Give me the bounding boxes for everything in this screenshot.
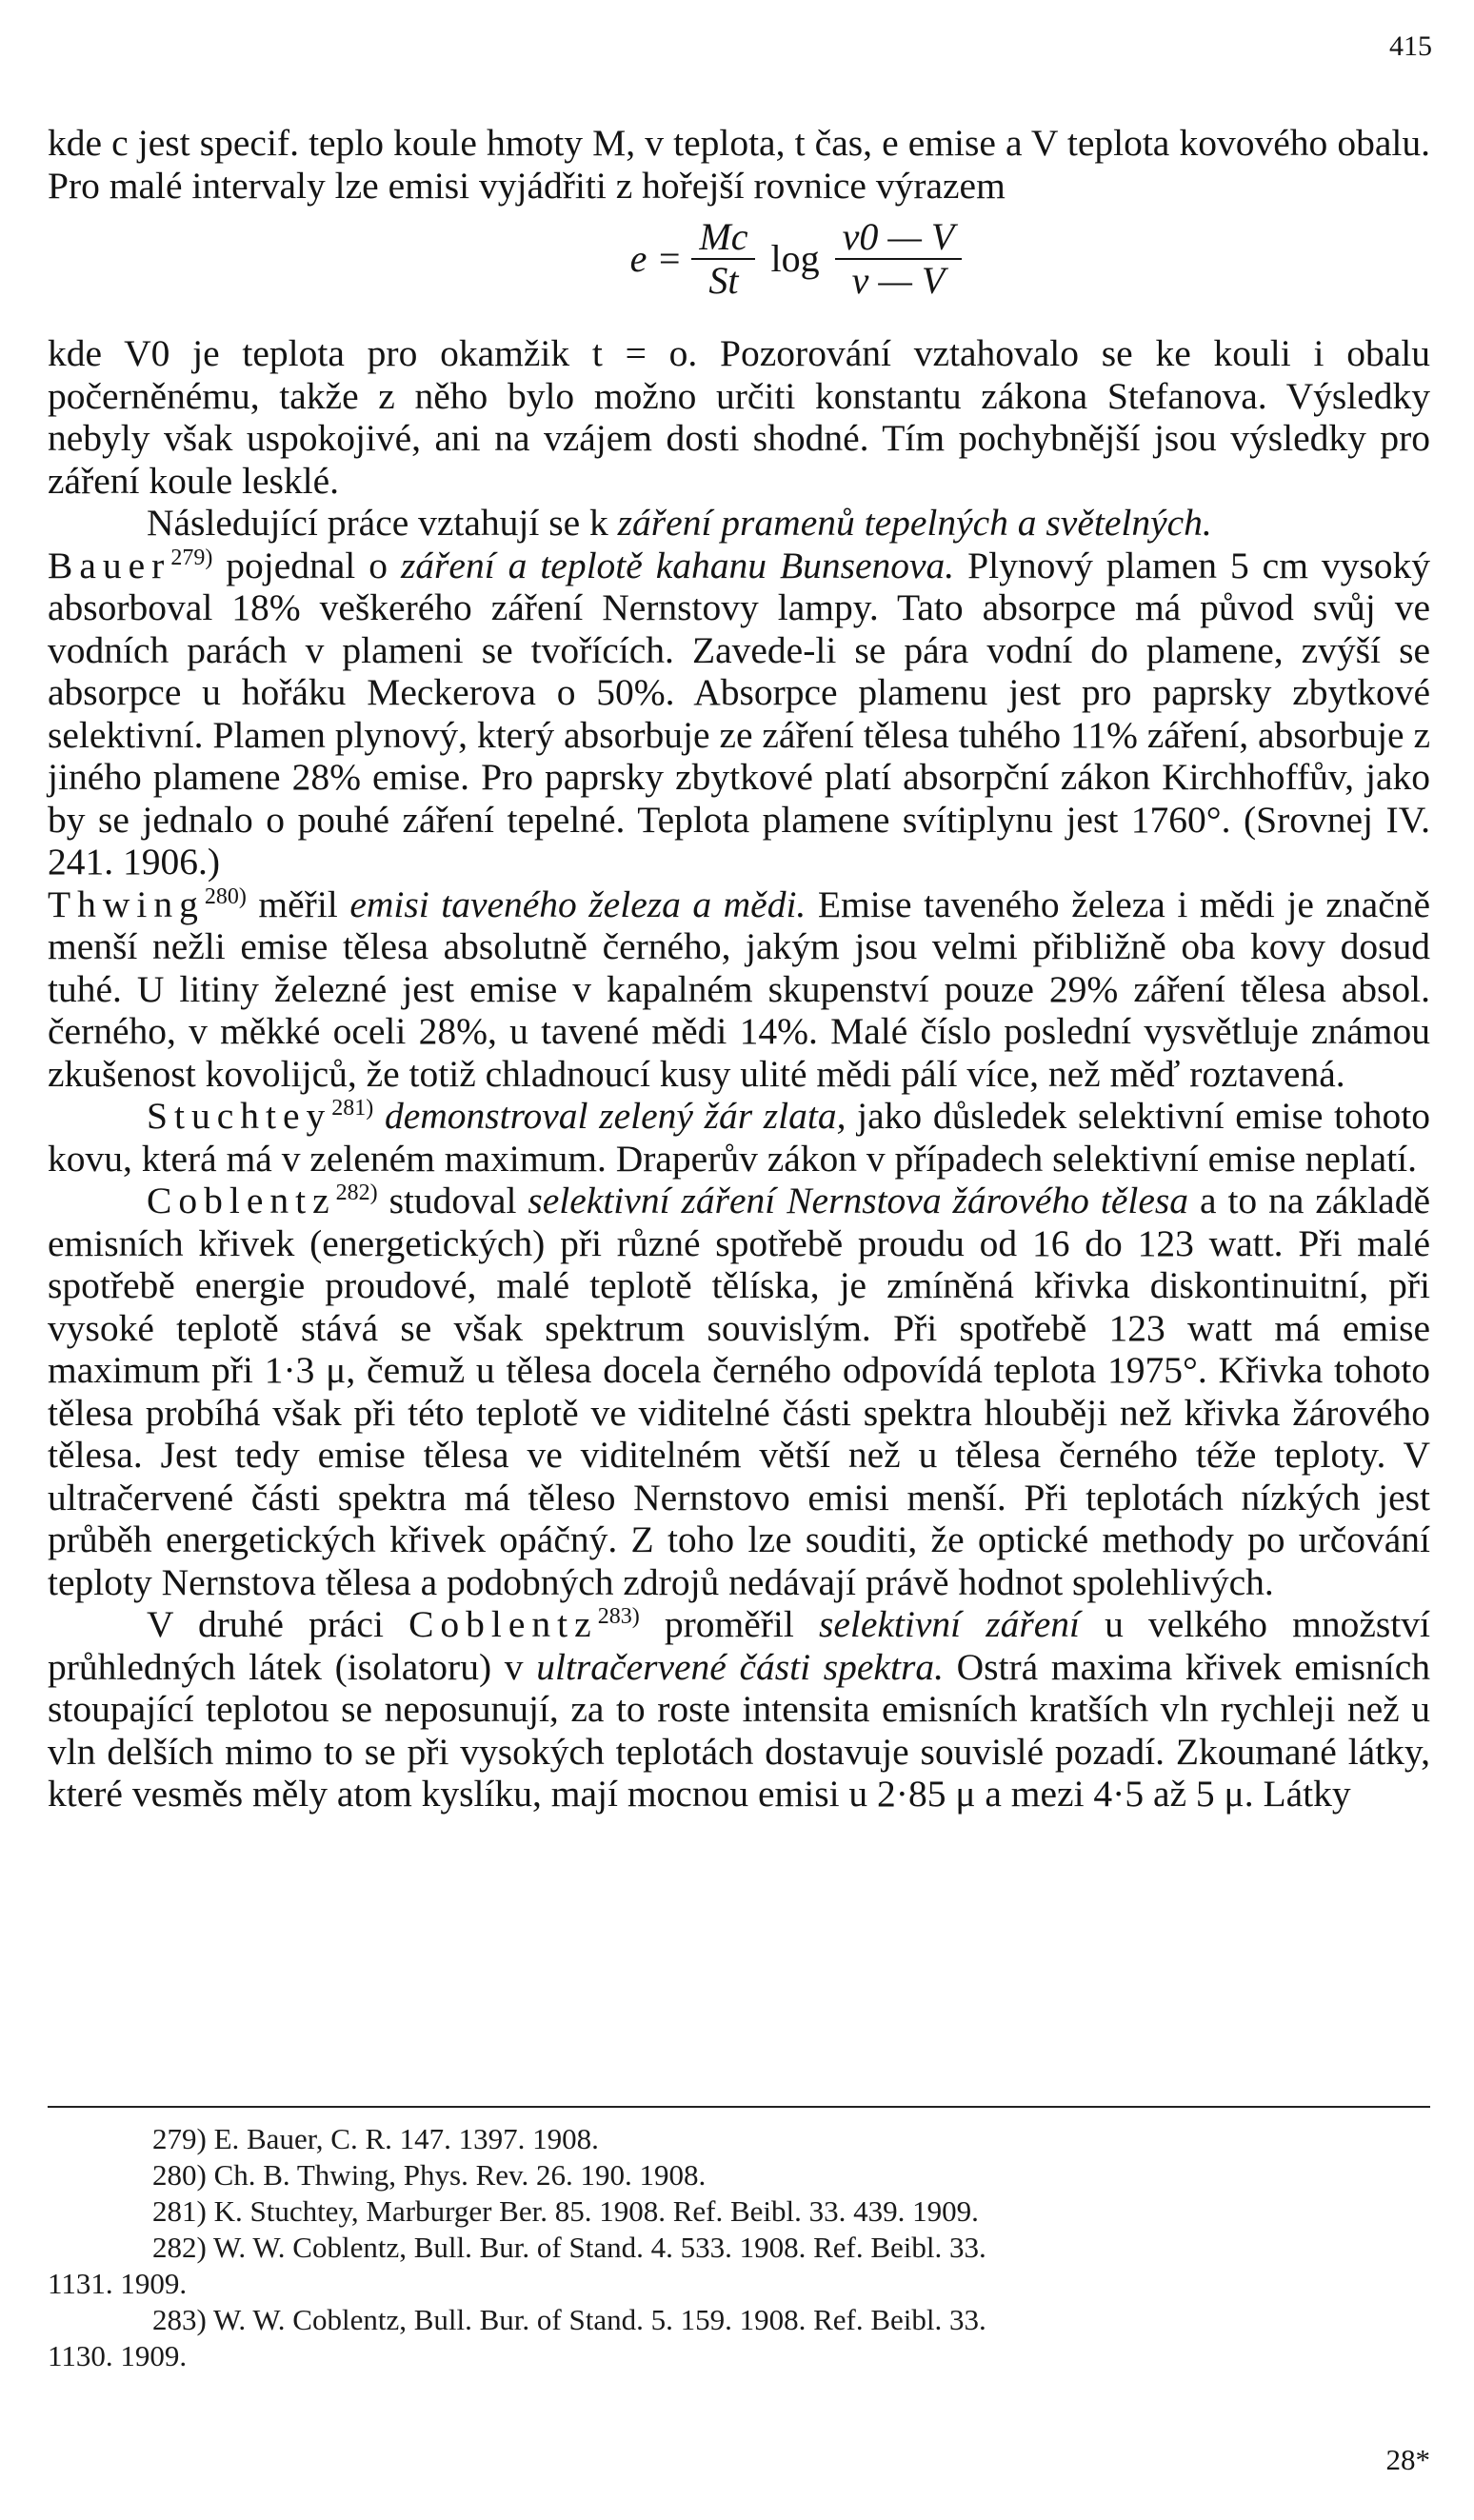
footnote-282-cont: 1131. 1909. <box>48 2267 188 2300</box>
emphasis-stuchtey: demonstroval zelený žár zlata, <box>384 1095 847 1137</box>
footnote-divider <box>48 2106 1430 2108</box>
main-text <box>48 122 1430 1816</box>
author-stuchtey: Stuchtey <box>147 1095 332 1137</box>
formula-fraction-1 <box>691 216 755 302</box>
author-coblentz: Coblentz <box>147 1180 336 1221</box>
paragraph-v0: kde V0 je teplota pro okamžik t = o. Pozorování vztahovalo se ke kouli i obalu počerněnému, takže z něho bylo možno určiti konstantu zákona Stefanova. Výsledky nebyly však uspokojivé, ani na vzájem dosti shodné. Tím pochybnější jsou výsledky pro záření koule lesklé. <box>48 332 1430 502</box>
footnote-281: 281) K. Stuchtey, Marburger Ber. 85. 1908. Ref. Beibl. 33. 439. 1909. <box>152 2194 979 2228</box>
footnotes <box>48 2121 1430 2374</box>
footnote-ref-279: 279) <box>170 545 213 570</box>
formula <box>48 207 1430 332</box>
formula-denominator-1: St <box>708 259 739 302</box>
emphasis-thwing: emisi taveného železa a mědi. <box>349 883 807 925</box>
formula-lhs: e = <box>629 236 683 280</box>
emphasis-selective: selektivní záření <box>818 1603 1080 1645</box>
sheet-signature: 28* <box>1385 2443 1430 2476</box>
footnote-280: 280) Ch. B. Thwing, Phys. Rev. 26. 190. 1908. <box>152 2158 707 2192</box>
author-coblentz-2: Coblentz <box>408 1603 598 1645</box>
footnote-ref-281: 281) <box>331 1095 374 1121</box>
footnote-283-cont: 1130. 1909. <box>48 2339 188 2372</box>
formula-log: log <box>770 236 820 280</box>
footnote-ref-282: 282) <box>335 1180 378 1205</box>
formula-fraction-2 <box>835 216 963 302</box>
paragraph-coblentz-second: V druhé práci Coblentz$^{283)}$ proměřil selektivní záření u velkého množství průhledných látek (isolatoru) v ultračervené části spektra. Ostrá maxima křivek emisních stoupající teplotou se neposunují, za to roste intensita emisních kratších vln rychleji než u vln delších mimo to se při vysokých teplotách dostavuje souvislé pozadí. Zkoumané látky, které vesměs měly atom kyslíku, mají mocnou emisi u 2·85 μ a mezi 4·5 až 5 μ. Látky <box>48 1603 1430 1815</box>
paragraph-stuchtey: Stuchtey$^{281)}$ demonstroval zelený žár zlata, jako důsledek selektivní emise tohoto kovu, která má v zeleném maximum. Draperův zákon v případech selektivní emise neplatí. <box>48 1095 1431 1180</box>
emphasis-bauer: záření a teplotě kahanu Bunsenova. <box>400 544 955 586</box>
paragraph-coblentz: Coblentz$^{282)}$ studoval selektivní záření Nernstova žárového tělesa a to na základě emisních křivek (energetických) při různé spotřebě proudu od 16 do 123 watt. Při malé spotřebě energie proudové, malé teplotě tělíska, je zmíněná křivka diskontinuitní, při vysoké teplotě stává se však spektrum souvislým. Při spotřebě 123 watt má emise maximum při 1·3 μ, čemuž u tělesa docela černého odpovídá teplota 1975°. Křivka tohoto tělesa probíhá však při této teplotě ve viditelné části spektra hlouběji než křivka žárového tělesa. Jest tedy emise tělesa ve viditelném větší než u tělesa černého téže teploty. V ultračervené části spektra má těleso Nernstovo emisi menší. Při teplotách nízkých jest průběh energetických křivek opáčný. Z toho lze souditi, že optické methody po určování teploty Nernstova tělesa a podobných zdrojů nedávají právě hodnot spolehlivých. <box>48 1180 1430 1603</box>
emphasis-coblentz: selektivní záření Nernstova žárového tělesa <box>528 1180 1188 1221</box>
footnote-282: 282) W. W. Coblentz, Bull. Bur. of Stand. 4. 533. 1908. Ref. Beibl. 33. <box>152 2231 986 2264</box>
paragraph-thwing: Thwing$^{280)}$ měřil emisi taveného železa a mědi. Emise taveného železa i mědi je značně menší nežli emise tělesa absolutně černého, jakým jsou velmi přibližně oba kovy dosud tuhé. U litiny železné jest emise v kapalném skupenství pouze 29% záření tělesa absol. černého, v měkké oceli 28%, u tavené mědi 14%. Malé číslo poslední vysvětluje známou zkušenost kovolijců, že totiž chladnoucí kusy ulité mědi pálí více, než měď roztavená. <box>48 883 1431 1095</box>
formula-numerator-2: v0 — V <box>835 216 963 260</box>
formula-numerator-1: Mc <box>691 216 755 260</box>
emphasis-infrared: ultračervené části spektra. <box>536 1645 944 1688</box>
footnote-ref-283: 283) <box>597 1603 640 1629</box>
author-bauer: Bauer <box>48 544 171 586</box>
footnote-283: 283) W. W. Coblentz, Bull. Bur. of Stand. 5. 159. 1908. Ref. Beibl. 33. <box>152 2303 986 2336</box>
emphasis-sources: záření pramenů tepelných a světelných. <box>617 502 1212 544</box>
author-thwing: Thwing <box>48 883 205 925</box>
paragraph-sources-intro: Následující práce vztahují se k záření pramenů tepelných a světelných. <box>147 502 1212 544</box>
paragraph-bauer: Bauer$^{279)}$ pojednal o záření a teplotě kahanu Bunsenova. Plynový plamen 5 cm vysoký absorboval 18% veškerého záření Nernstovy lampy. Tato absorpce má původ svůj ve vodních parách v plameni se tvořících. Zavede-li se pára vodní do plamene, zvýší se absorpce u hořáku Meckerova o 50%. Absorpce plamenu jest pro paprsky zbytkové selektivní. Plamen plynový, který absorbuje ze záření tělesa tuhého 11% záření, absorbuje z jiného plamene 28% emise. Pro paprsky zbytkové platí absorpční zákon Kirchhoffův, jako by se jednalo o pouhé záření tepelné. Teplota plamene svítiplynu jest 1760°. (Srovnej IV. 241. 1906.) <box>48 544 1430 883</box>
footnote-ref-280: 280) <box>204 883 247 909</box>
formula-denominator-2: v — V <box>851 259 946 302</box>
paragraph-intro: kde c jest specif. teplo koule hmoty M, v teplota, t čas, e emise a V teplota kovového obalu. Pro malé intervaly lze emisi vyjádřiti z hořejší rovnice výrazem <box>48 122 1430 207</box>
page-number: 415 <box>1389 30 1432 62</box>
footnote-279: 279) E. Bauer, C. R. 147. 1397. 1908. <box>152 2122 599 2155</box>
